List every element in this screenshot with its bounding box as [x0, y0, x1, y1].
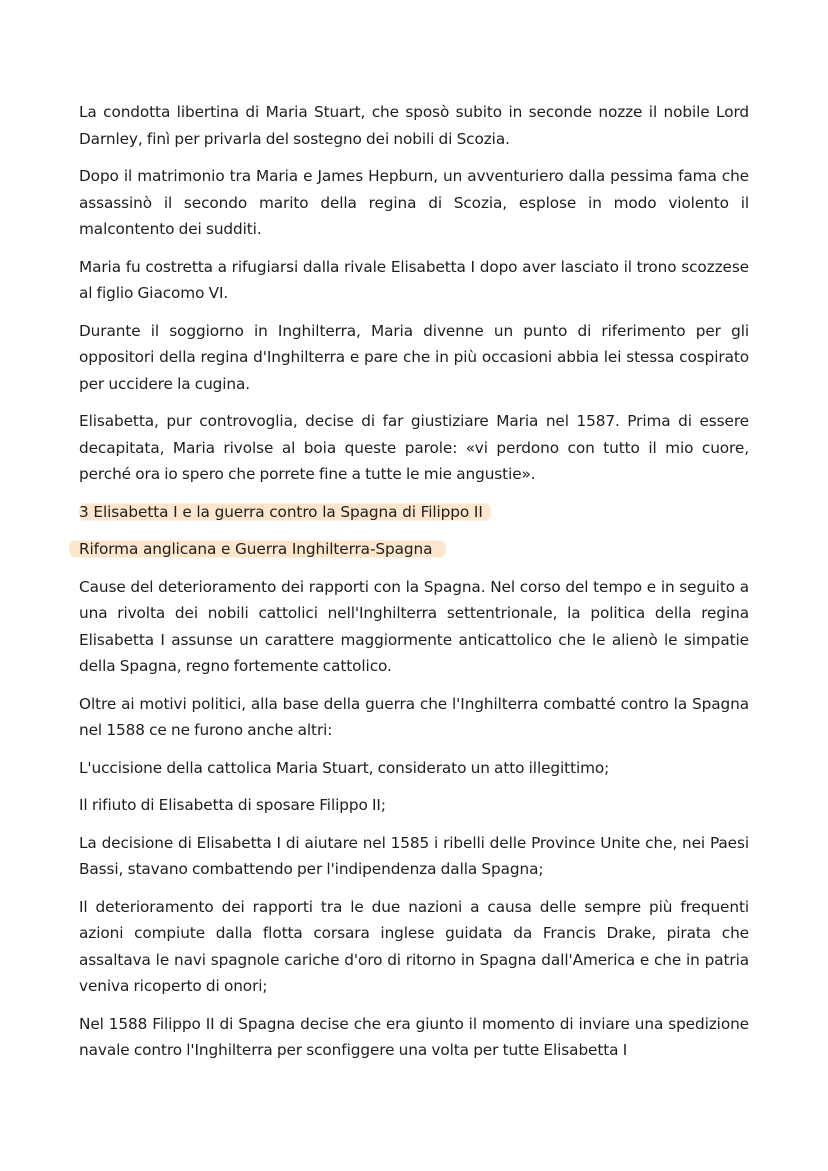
paragraph: La condotta libertina di Maria Stuart, che sposò subito in seconde nozze il nobile Lord Darnley, finì per privarla del sostegno dei nobili di Scozia.	[79, 103, 749, 148]
subsection-heading-block	[79, 536, 749, 563]
paragraph: Dopo il matrimonio tra Maria e James Hepburn, un avventuriero dalla pessima fama che assassinò il secondo marito della regina di Scozia, esplose in modo violento il malcontento dei sudditi.	[79, 167, 749, 238]
list-item: L'uccisione della cattolica Maria Stuart, considerato un atto illegittimo;	[79, 758, 610, 777]
document-page	[79, 99, 749, 1075]
paragraph: Maria fu costretta a rifugiarsi dalla rivale Elisabetta I dopo aver lasciato il trono scozzese al figlio Giacomo VI.	[79, 257, 749, 302]
subsection-heading: Riforma anglicana e Guerra Inghilterra-Spagna	[69, 538, 446, 560]
paragraph: Nel 1588 Filippo II di Spagna decise che era giunto il momento di inviare una spedizione navale contro l'Inghilterra per sconfiggere una volta per tutte Elisabetta I	[79, 1014, 749, 1059]
paragraph: Cause del deterioramento dei rapporti con la Spagna. Nel corso del tempo e in seguito a una rivolta dei nobili cattolici nell'Inghilterra settentrionale, la politica della regina Elisabetta I assunse un carattere maggiormente anticattolico che le alienò le simpatie della Spagna, regno fortemente cattolico.	[79, 577, 749, 675]
paragraph: Elisabetta, pur controvoglia, decise di far giustiziare Maria nel 1587. Prima di essere decapitata, Maria rivolse al boia queste parole: «vi perdono con tutto il mio cuore, perché ora io spero che porrete fine a tutte le mie angustie».	[79, 412, 749, 483]
paragraph: Durante il soggiorno in Inghilterra, Maria divenne un punto di riferimento per gli oppositori della regina d'Inghilterra e pare che in più occasioni abbia lei stessa cospirato per uccidere la cugina.	[79, 321, 749, 393]
list-item: Il deterioramento dei rapporti tra le due nazioni a causa delle sempre più frequenti azioni compiute dalla flotta corsara inglese guidata da Francis Drake, pirata che assaltava le navi spagnole cariche d'oro di ritorno in Spagna dall'America e che in patria veniva ricoperto di onori;	[79, 897, 749, 995]
paragraph: Oltre ai motivi politici, alla base della guerra che l'Inghilterra combatté contro la Spagna nel 1588 ce ne furono anche altri:	[79, 694, 749, 739]
section-heading-block	[79, 499, 749, 526]
list-item: La decisione di Elisabetta I di aiutare nel 1585 i ribelli delle Province Unite che, nei Paesi Bassi, stavano combattendo per l'indipendenza dalla Spagna;	[79, 833, 749, 878]
section-heading: 3 Elisabetta I e la guerra contro la Spagna di Filippo II	[79, 501, 491, 523]
list-item: Il rifiuto di Elisabetta di sposare Filippo II;	[79, 796, 386, 814]
